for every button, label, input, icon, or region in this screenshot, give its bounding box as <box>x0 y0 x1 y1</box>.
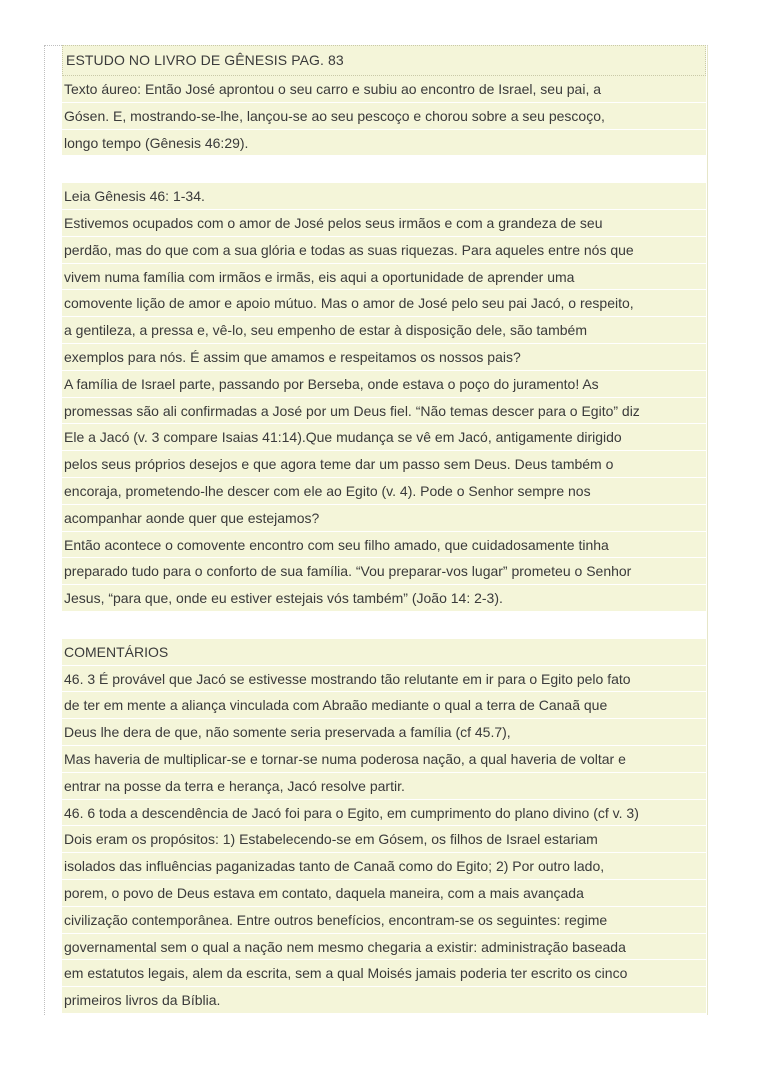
text-line: Leia Gênesis 46: 1-34. <box>62 183 706 210</box>
page-title: ESTUDO NO LIVRO DE GÊNESIS PAG. 83 <box>66 52 344 68</box>
text-line: 46. 3 É provável que Jacó se estivesse mostrando tão relutante em ir para o Egito pelo fato <box>62 666 706 693</box>
text-line: em estatutos legais, alem da escrita, sem a qual Moisés jamais poderia ter escrito os cinco <box>62 960 706 987</box>
text-line: Mas haveria de multiplicar-se e tornar-se numa poderosa nação, a qual haveria de voltar e <box>62 746 706 773</box>
text-line: comovente lição de amor e apoio mútuo. Mas o amor de José pelo seu pai Jacó, o respeito, <box>62 290 706 317</box>
text-line: preparado tudo para o conforto de sua família. “Vou preparar-vos lugar” prometeu o Senhor <box>62 558 706 585</box>
text-line: de ter em mente a aliança vinculada com Abraão mediante o qual a terra de Canaã que <box>62 692 706 719</box>
text-line: Texto áureo: Então José aprontou o seu carro e subiu ao encontro de Israel, seu pai, a <box>62 76 706 103</box>
text-line: exemplos para nós. É assim que amamos e respeitamos os nossos pais? <box>62 344 706 371</box>
text-line: Deus lhe dera de que, não somente seria preservada a família (cf 45.7), <box>62 719 706 746</box>
text-line: vivem numa família com irmãos e irmãs, eis aqui a oportunidade de aprender uma <box>62 264 706 291</box>
document-body <box>62 76 706 1014</box>
text-line: pelos seus próprios desejos e que agora teme dar um passo sem Deus. Deus também o <box>62 451 706 478</box>
text-line: promessas são ali confirmadas a José por um Deus fiel. “Não temas descer para o Egito” diz <box>62 398 706 425</box>
text-line: Dois eram os propósitos: 1) Estabelecendo-se em Gósem, os filhos de Israel estariam <box>62 826 706 853</box>
text-line: Ele a Jacó (v. 3 compare Isaias 41:14).Que mudança se vê em Jacó, antigamente dirigido <box>62 424 706 451</box>
text-line: governamental sem o qual a nação nem mesmo chegaria a existir: administração baseada <box>62 934 706 961</box>
text-line: a gentileza, a pressa e, vê-lo, seu empenho de estar à disposição dele, são também <box>62 317 706 344</box>
text-line: longo tempo (Gênesis 46:29). <box>62 130 706 157</box>
text-line: Estivemos ocupados com o amor de José pelos seus irmãos e com a grandeza de seu <box>62 210 706 237</box>
text-line: porem, o povo de Deus estava em contato, daquela maneira, com a mais avançada <box>62 880 706 907</box>
text-line: Gósen. E, mostrando-se-lhe, lançou-se ao seu pescoço e chorou sobre a seu pescoço, <box>62 103 706 130</box>
text-line: A família de Israel parte, passando por Berseba, onde estava o poço do juramento! As <box>62 371 706 398</box>
text-line: primeiros livros da Bíblia. <box>62 987 706 1014</box>
text-line: Então acontece o comovente encontro com seu filho amado, que cuidadosamente tinha <box>62 532 706 559</box>
text-line: acompanhar aonde quer que estejamos? <box>62 505 706 532</box>
blank-line <box>62 612 706 639</box>
blank-line <box>62 156 706 183</box>
section-heading: COMENTÁRIOS <box>62 639 706 666</box>
text-line: civilização contemporânea. Entre outros benefícios, encontram-se os seguintes: regime <box>62 907 706 934</box>
text-line: Jesus, “para que, onde eu estiver estejais vós também” (João 14: 2-3). <box>62 585 706 612</box>
text-line: perdão, mas do que com a sua glória e todas as suas riquezas. Para aqueles entre nós que <box>62 237 706 264</box>
text-line: isolados das influências paganizadas tanto de Canaã como do Egito; 2) Por outro lado, <box>62 853 706 880</box>
text-line: entrar na posse da terra e herança, Jacó resolve partir. <box>62 773 706 800</box>
text-line: 46. 6 toda a descendência de Jacó foi para o Egito, em cumprimento do plano divino (cf v. 3) <box>62 800 706 827</box>
document-header <box>62 45 706 76</box>
text-line: encoraja, prometendo-lhe descer com ele ao Egito (v. 4). Pode o Senhor sempre nos <box>62 478 706 505</box>
